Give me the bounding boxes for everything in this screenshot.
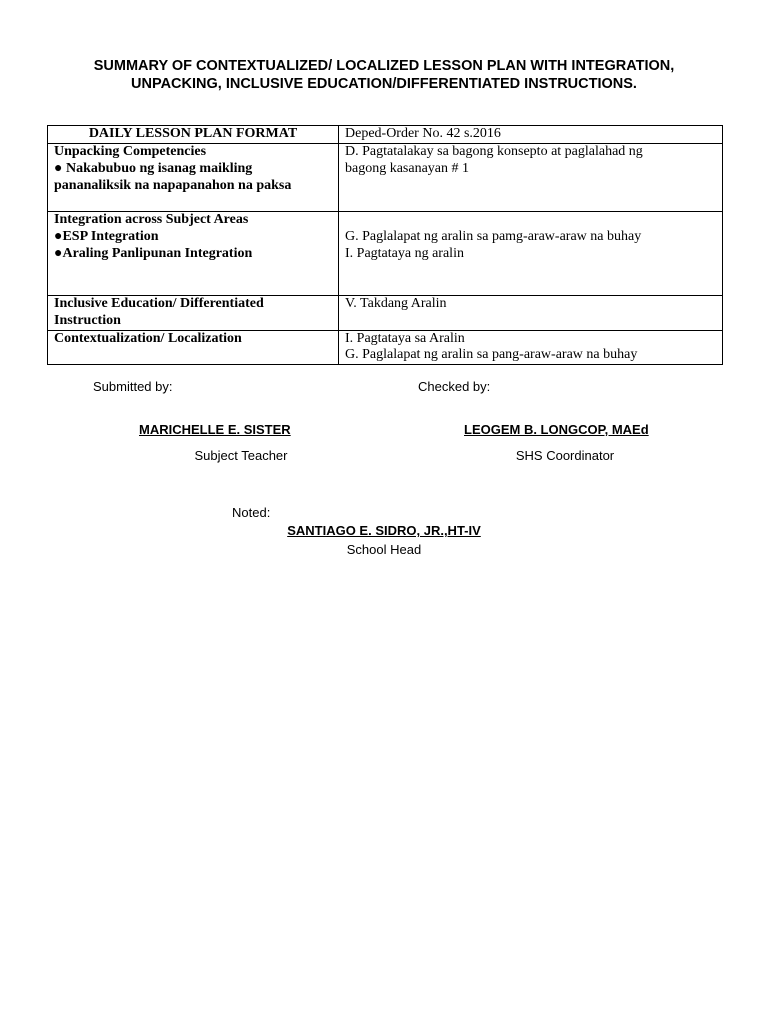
cell-line: I. Pagtataya ng aralin bbox=[345, 245, 464, 261]
cell-line: Contextualization/ Localization bbox=[54, 330, 242, 346]
coordinator-name: LEOGEM B. LONGCOP, MAEd bbox=[464, 422, 649, 437]
document-title-line-1: SUMMARY OF CONTEXTUALIZED/ LOCALIZED LESSON PLAN WITH INTEGRATION, bbox=[93, 58, 675, 74]
coordinator-role: SHS Coordinator bbox=[515, 448, 615, 463]
cell-line: ●ESP Integration bbox=[54, 228, 159, 244]
teacher-name: MARICHELLE E. SISTER bbox=[139, 422, 291, 437]
table-header-row bbox=[48, 126, 723, 144]
inclusive-right-cell bbox=[339, 296, 723, 331]
cell-line: G. Paglalapat ng aralin sa pamg-araw-araw na buhay bbox=[345, 229, 642, 244]
cell-line: I. Pagtataya sa Aralin bbox=[345, 330, 465, 346]
cell-line: Unpacking Competencies bbox=[54, 144, 207, 159]
integration-right-cell bbox=[339, 212, 723, 296]
table-row-inclusive bbox=[48, 296, 723, 331]
cell-line: G. Paglalapat ng aralin sa pang-araw-araw na buhay bbox=[345, 347, 638, 363]
head-name: SANTIAGO E. SIDRO, JR.,HT-IV bbox=[287, 523, 481, 538]
cell-line: pananaliksik na napapanahon na paksa bbox=[54, 177, 292, 193]
checked-by-label: Checked by: bbox=[418, 379, 491, 394]
cell-line: Instruction bbox=[54, 312, 121, 328]
unpacking-right-cell bbox=[339, 144, 723, 212]
header-format-cell: DAILY LESSON PLAN FORMAT bbox=[48, 126, 339, 144]
contextualization-right-cell bbox=[339, 330, 723, 365]
integration-left-cell bbox=[48, 212, 339, 296]
table-row-contextualization bbox=[48, 330, 723, 365]
cell-line: Integration across Subject Areas bbox=[54, 212, 249, 227]
cell-line: Inclusive Education/ Differentiated bbox=[54, 296, 264, 311]
cell-line: bagong kasanayan # 1 bbox=[345, 160, 470, 176]
teacher-role: Subject Teacher bbox=[194, 448, 288, 463]
lesson-plan-table bbox=[47, 125, 723, 365]
header-order-cell: Deped-Order No. 42 s.2016 bbox=[339, 126, 723, 144]
cell-line: ● Nakabubuo ng isanag maikling bbox=[54, 160, 253, 176]
document-title bbox=[40, 57, 728, 93]
cell-line: D. Pagtatalakay sa bagong konsepto at paglalahad ng bbox=[345, 144, 643, 159]
noted-label: Noted: bbox=[232, 505, 271, 520]
table-row-integration bbox=[48, 212, 723, 296]
inclusive-left-cell bbox=[48, 296, 339, 331]
cell-spacer bbox=[345, 212, 716, 229]
unpacking-left-cell bbox=[48, 144, 339, 212]
cell-line: ●Araling Panlipunan Integration bbox=[54, 245, 253, 261]
cell-line: V. Takdang Aralin bbox=[345, 296, 447, 311]
contextualization-left-cell bbox=[48, 330, 339, 365]
document-title-line-2: UNPACKING, INCLUSIVE EDUCATION/DIFFERENTIATED INSTRUCTIONS. bbox=[131, 76, 637, 92]
head-role: School Head bbox=[346, 542, 422, 557]
submitted-by-label: Submitted by: bbox=[93, 379, 173, 394]
table-row-unpacking bbox=[48, 144, 723, 212]
